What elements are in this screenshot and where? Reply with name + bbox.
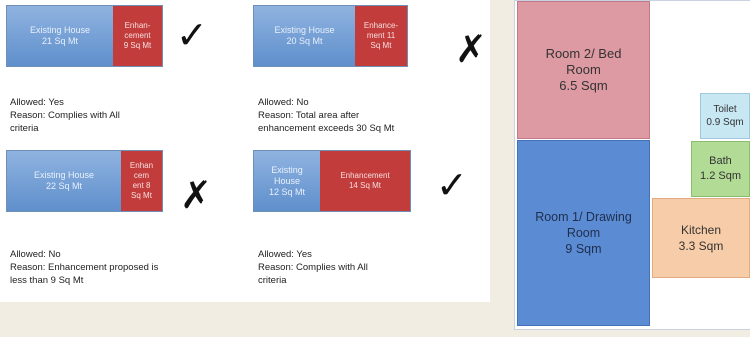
existing-house-block: Existing House 12 Sq Mt [254,151,320,211]
reason-text: Reason: Total area after enhancement exceeds 30 Sq Mt [258,110,395,134]
room-drawing: Room 1/ Drawing Room 9 Sqm [517,140,650,326]
checkmark-icon: ✓ [436,163,468,207]
allowed-status: Allowed: Yes [10,97,64,108]
floor-plan [514,0,750,330]
area-bar [6,5,163,67]
room-toilet: Toilet 0.9 Sqm [700,93,750,139]
allowed-status: Allowed: No [10,249,61,260]
case-caption [10,96,210,135]
allowed-status: Allowed: Yes [258,249,312,260]
checkmark-icon: ✓ [176,13,208,57]
enhancement-block: Enhancement 14 Sq Mt [320,151,410,211]
reason-text: Reason: Enhancement proposed is less than 9 Sq Mt [10,262,159,286]
enhancement-block: Enhan- cement 9 Sq Mt [113,6,162,66]
room-bath: Bath 1.2 Sqm [691,141,750,197]
reason-text: Reason: Complies with All criteria [258,262,368,286]
room-bedroom: Room 2/ Bed Room 6.5 Sqm [517,1,650,139]
cross-icon: ✗ [455,27,487,71]
existing-house-block: Existing House 21 Sq Mt [7,6,113,66]
case-caption [258,96,488,135]
area-bar [253,150,411,212]
reason-text: Reason: Complies with All criteria [10,110,120,134]
area-bar [6,150,163,212]
enhancement-block: Enhance- ment 11 Sq Mt [355,6,407,66]
room-kitchen: Kitchen 3.3 Sqm [652,198,750,278]
cross-icon: ✗ [180,173,212,217]
case-caption [10,248,230,287]
allowed-status: Allowed: No [258,97,309,108]
existing-house-block: Existing House 20 Sq Mt [254,6,355,66]
case-caption [258,248,478,287]
existing-house-block: Existing House 22 Sq Mt [7,151,121,211]
area-bar [253,5,408,67]
enhancement-block: Enhan cem ent 8 Sq Mt [121,151,162,211]
